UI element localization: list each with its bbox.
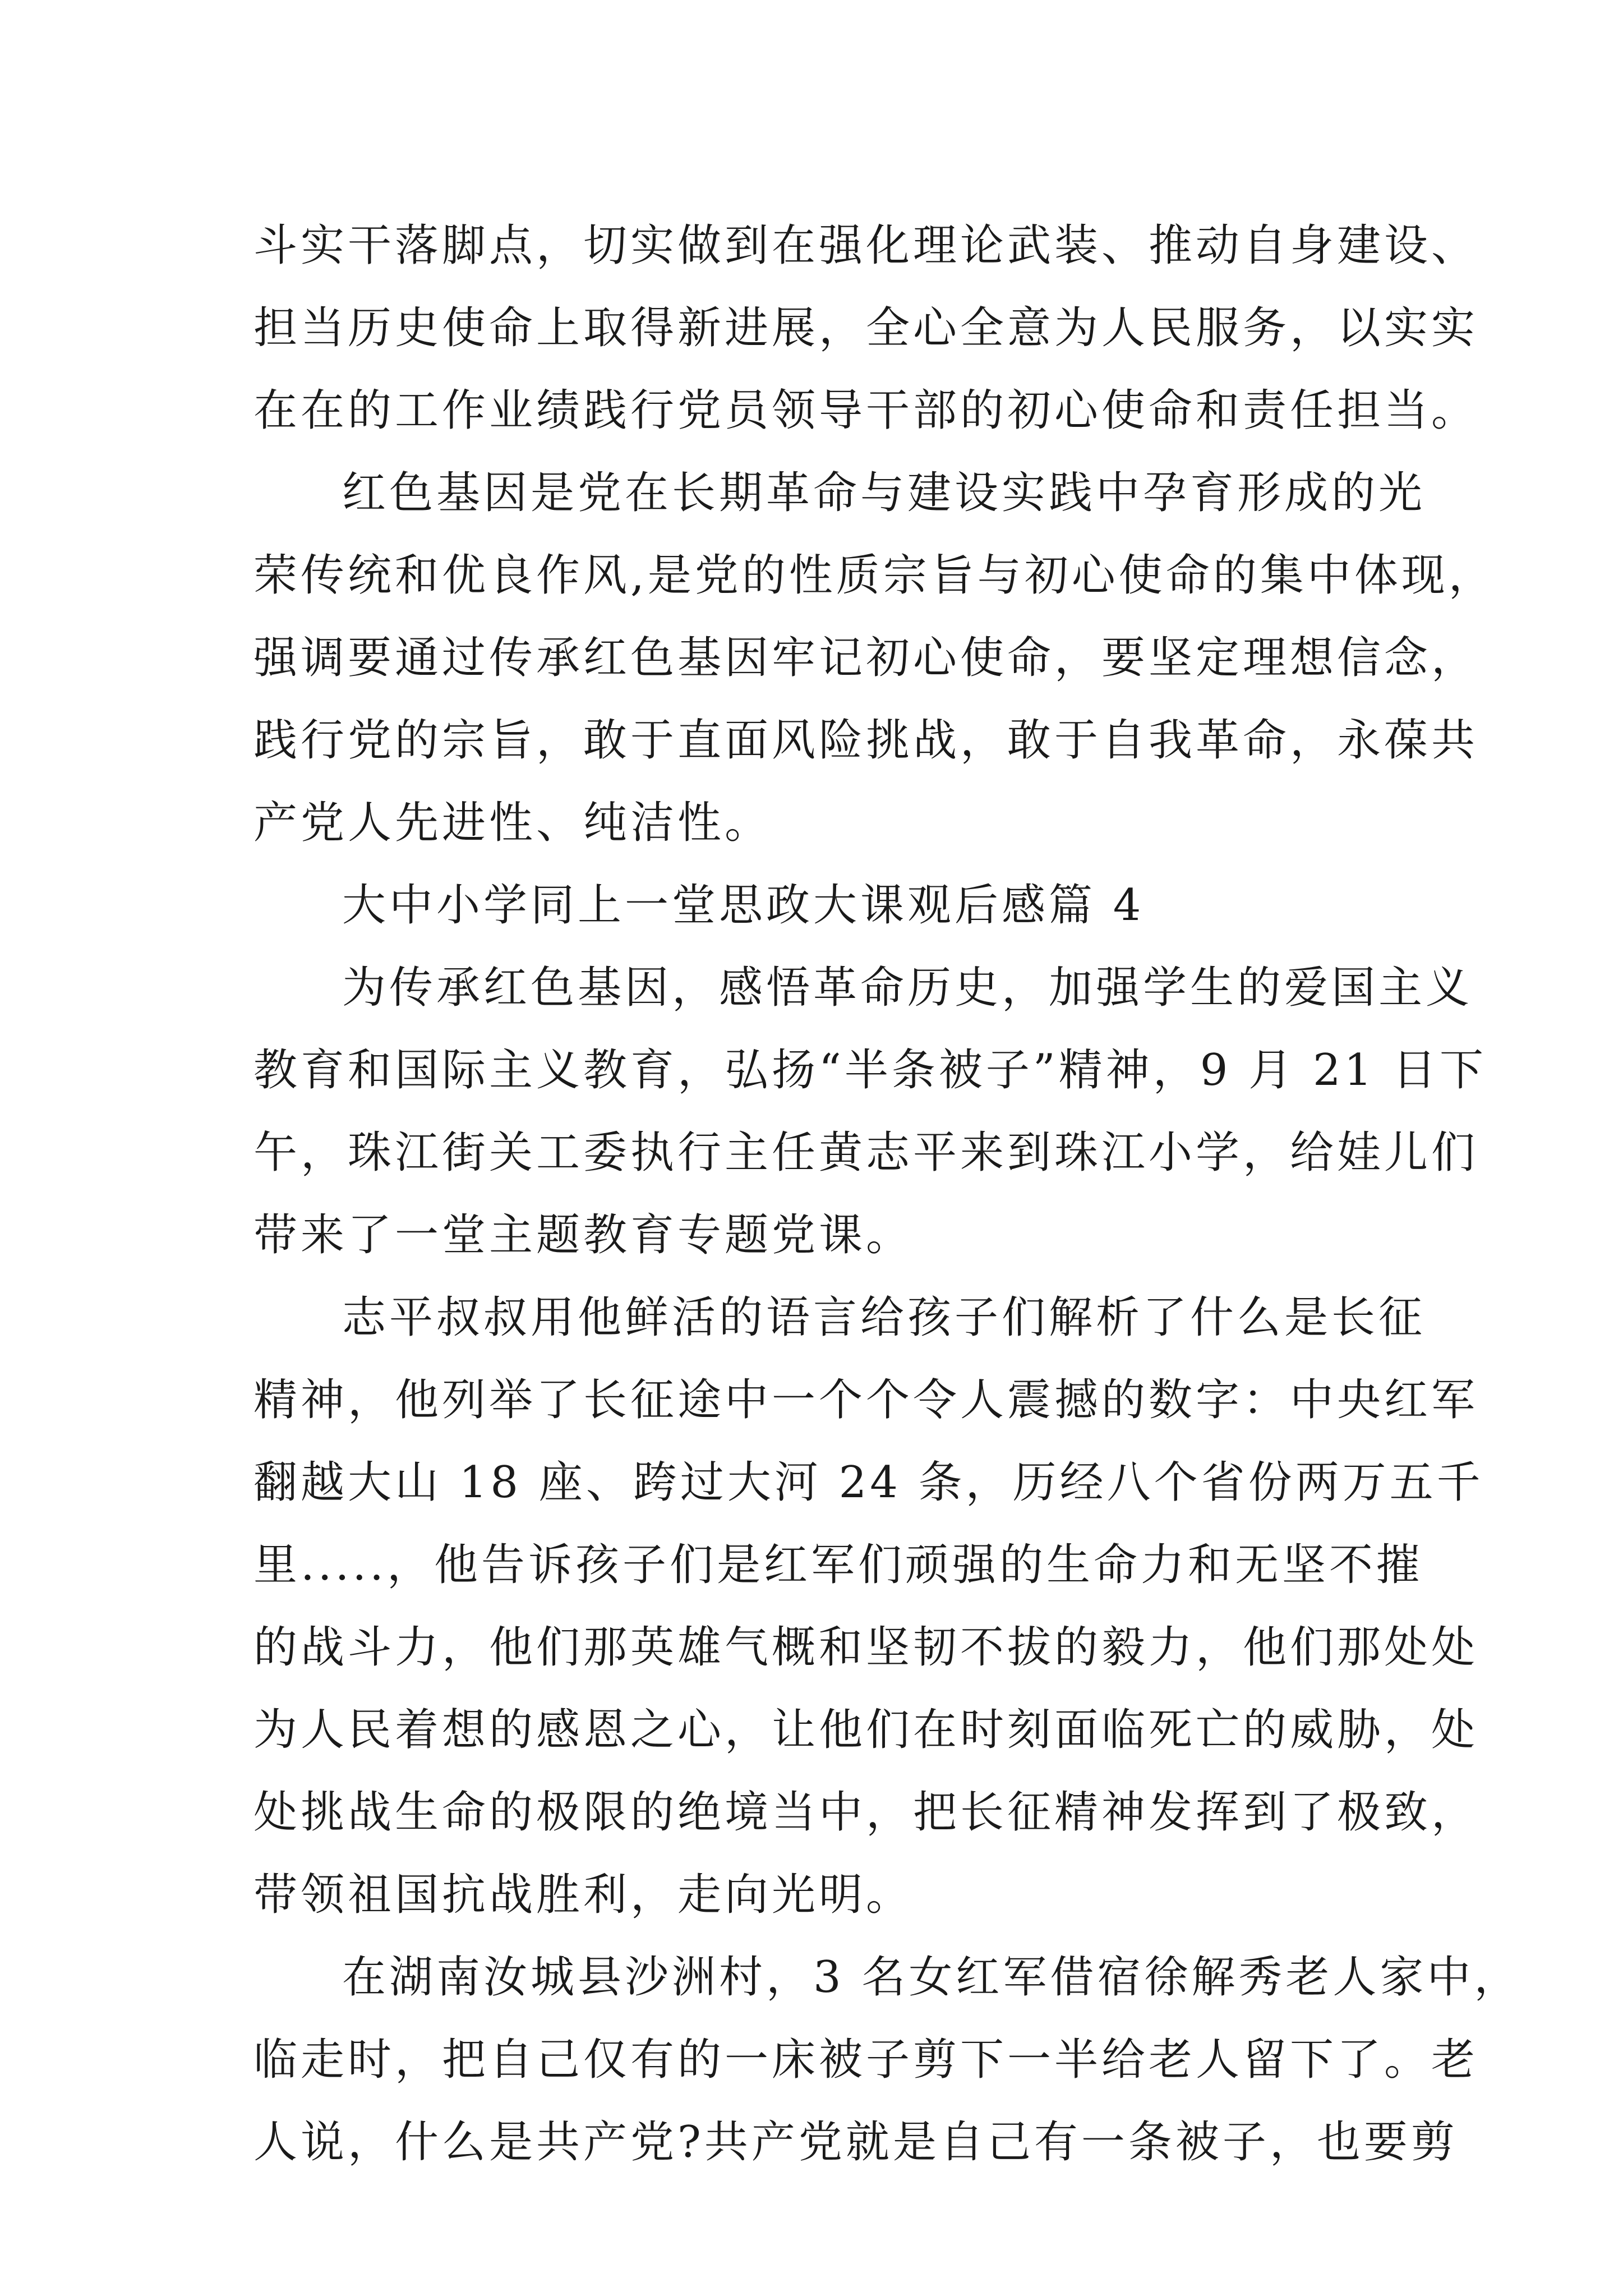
text-line: 大中小学同上一堂思政大课观后感篇 4 (342, 880, 1145, 931)
text-line: 处挑战生命的极限的绝境当中，把长征精神发挥到了极致， (253, 1787, 1479, 1838)
text-line: 践行党的宗旨，敢于直面风险挑战，敢于自我革命，永葆共 (253, 715, 1479, 766)
text-line: 临走时，把自己仅有的一床被子剪下一半给老人留下了。老 (253, 2035, 1479, 2085)
text-line: 带来了一堂主题教育专题党课。 (253, 1210, 914, 1260)
text-line: 午，珠江街关工委执行主任黄志平来到珠江小学，给娃儿们 (253, 1128, 1479, 1178)
text-line: 教育和国际主义教育，弘扬“半条被子”精神，9 月 21 日下 (253, 1045, 1487, 1096)
text-line: 产党人先进性、纯洁性。 (253, 798, 772, 848)
text-line: 人说，什么是共产党?共产党就是自己有一条被子，也要剪 (253, 2117, 1458, 2168)
text-line: 带领祖国抗战胜利，走向光明。 (253, 1870, 914, 1920)
text-line: 志平叔叔用他鲜活的语言给孩子们解析了什么是长征 (342, 1292, 1426, 1343)
text-line: 荣传统和优良作风,是党的性质宗旨与初心使命的集中体现， (253, 550, 1496, 601)
text-line: 担当历史使命上取得新进展，全心全意为人民服务，以实实 (253, 303, 1479, 353)
text-line: 里.....，他告诉孩子们是红军们顽强的生命力和无坚不摧 (253, 1540, 1423, 1590)
text-line: 的战斗力，他们那英雄气概和坚韧不拔的毅力，他们那处处 (253, 1622, 1479, 1673)
text-line: 红色基因是党在长期革命与建设实践中孕育形成的光 (342, 468, 1426, 518)
text-line: 翻越大山 18 座、跨过大河 24 条，历经八个省份两万五千 (253, 1457, 1484, 1508)
document-body (253, 205, 1521, 2184)
text-line: 为人民着想的感恩之心，让他们在时刻面临死亡的威胁，处 (253, 1705, 1479, 1755)
text-line: 斗实干落脚点，切实做到在强化理论武装、推动自身建设、 (253, 220, 1479, 271)
text-line: 精神，他列举了长征途中一个个令人震撼的数字：中央红军 (253, 1375, 1479, 1425)
text-line: 在湖南汝城县沙洲村，3 名女红军借宿徐解秀老人家中， (342, 1952, 1521, 2003)
text-line: 为传承红色基因，感悟革命历史，加强学生的爱国主义 (342, 963, 1473, 1013)
text-line: 在在的工作业绩践行党员领导干部的初心使命和责任担当。 (253, 385, 1479, 436)
text-line: 强调要通过传承红色基因牢记初心使命，要坚定理想信念， (253, 633, 1479, 683)
